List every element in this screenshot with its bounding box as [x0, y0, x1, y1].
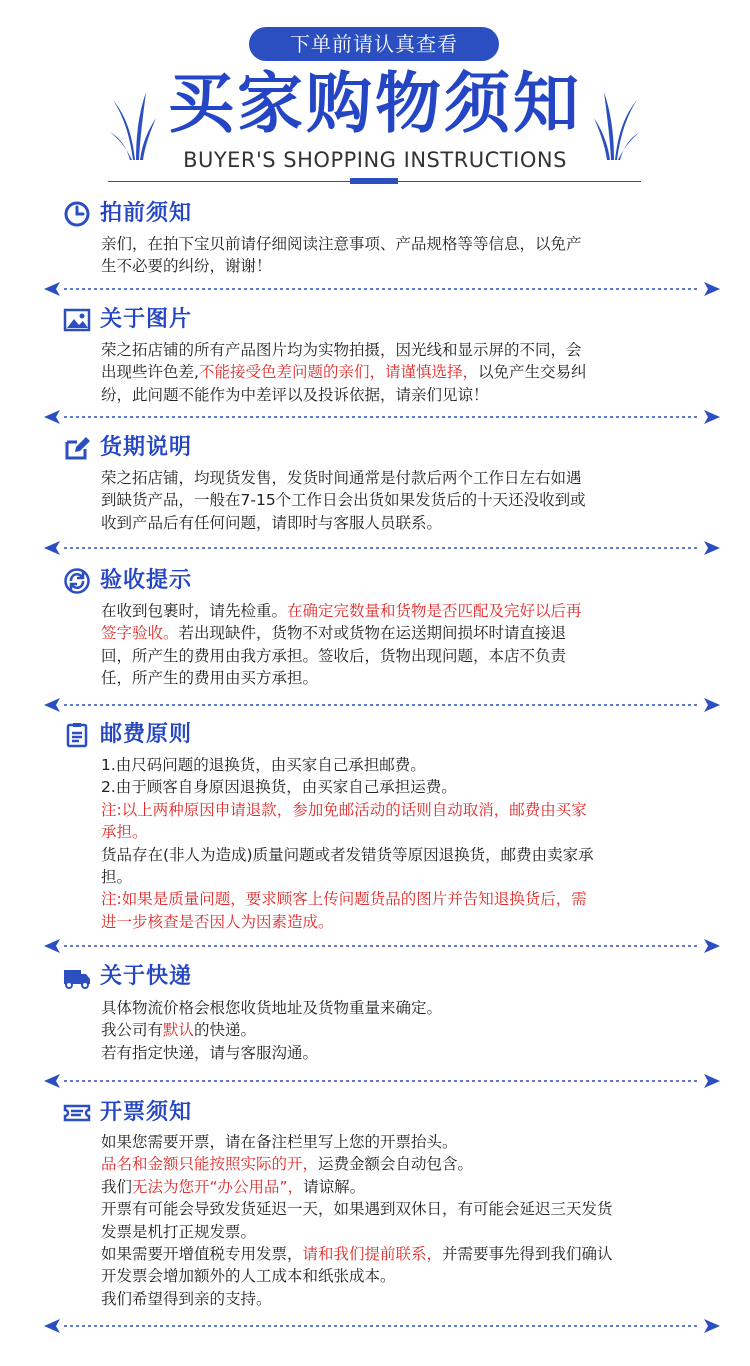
- body-line: [101, 467, 691, 489]
- section-body: [101, 997, 691, 1064]
- body-text: 并需要事先得到我们确认: [442, 1245, 613, 1264]
- body-text: 到缺货产品，一般在7-15个工作日会出货如果发货后的十天还没收到或: [101, 491, 586, 510]
- notice-pill: 下单前请认真查看: [249, 27, 499, 61]
- body-text: 请谅解。: [303, 1177, 366, 1196]
- body-line: [101, 799, 691, 821]
- warning-text: 默认: [163, 1021, 195, 1040]
- body-text: 荣之拓店铺的所有产品图片均为实物拍摄，因光线和显示屏的不同，会: [101, 341, 582, 359]
- page-subtitle: BUYER'S SHOPPING INSTRUCTIONS: [183, 148, 567, 172]
- section-body: [101, 233, 691, 278]
- section-title: 关于快递: [100, 964, 193, 989]
- body-line: [101, 911, 691, 933]
- body-line: [101, 489, 691, 511]
- body-line: [101, 1176, 691, 1198]
- warning-text: 签字验收。: [101, 624, 179, 643]
- header-divider-accent: [350, 178, 398, 184]
- warning-text: 请和我们提前联系，: [302, 1245, 443, 1264]
- body-line: [101, 384, 691, 406]
- body-text: 收到产品后有任何问题，请即时与客服人员联系。: [101, 513, 443, 532]
- section-title: 验收提示: [100, 568, 193, 593]
- edit-icon: [63, 434, 91, 462]
- body-line: [101, 600, 691, 622]
- body-text: 生不必要的纠纷，谢谢！: [101, 257, 272, 276]
- body-text: 发票是机打正规发票。: [101, 1222, 257, 1241]
- body-text: 若有指定快递，请与客服沟通。: [101, 1043, 319, 1062]
- body-text: 我们希望得到亲的支持。: [101, 1289, 272, 1308]
- section-divider: [44, 697, 720, 711]
- body-line: [101, 255, 691, 277]
- body-text: 在收到包裹时，请先检重。: [101, 602, 288, 620]
- body-line: [101, 512, 691, 534]
- body-text: 货品存在(非人为造成)质量问题或者发错货等原因退换货，邮费由卖家承: [101, 845, 594, 864]
- body-line: [101, 622, 691, 644]
- section-title: 关于图片: [100, 307, 193, 332]
- body-line: [101, 1019, 691, 1041]
- warning-text: 注:以上两种原因申请退款，参加免邮活动的话则自动取消，邮费由买家: [101, 800, 587, 819]
- body-line: [101, 754, 691, 776]
- body-text: 如果需要开增值税专用发票，: [101, 1245, 303, 1264]
- body-text: 纷，此问题不能作为中差评以及投诉依据，请亲们见谅！: [101, 385, 489, 404]
- body-text: 运费金额会自动包含。: [318, 1155, 474, 1174]
- section-divider: [44, 540, 720, 554]
- section-divider: [44, 938, 720, 952]
- body-text: 回，所产生的费用由我方承担。签收后，货物出现问题，本店不负责: [101, 646, 567, 665]
- body-line: [101, 1131, 691, 1153]
- section-divider: [44, 281, 720, 295]
- body-text: 任，所产生的费用由买方承担。: [101, 669, 319, 688]
- body-line: [101, 821, 691, 843]
- body-text: 担。: [101, 868, 133, 887]
- refresh-icon: [63, 567, 91, 595]
- body-text: 2.由于顾客自身原因退换货，由买家自己承担运费。: [101, 778, 457, 797]
- body-text: 的快递。: [194, 1021, 257, 1040]
- body-text: 荣之拓店铺，均现货发售，发货时间通常是付款后两个工作日左右如遇: [101, 469, 582, 487]
- body-text: 若出现缺件，货物不对或货物在运送期间损坏时请直接退: [178, 624, 567, 643]
- body-text: 如果您需要开票，请在备注栏里写上您的开票抬头。: [101, 1133, 458, 1151]
- body-text: 以免产生交易纠: [477, 363, 587, 382]
- body-line: [101, 233, 691, 255]
- section-body: [101, 600, 691, 690]
- body-line: [101, 776, 691, 798]
- body-line: [101, 645, 691, 667]
- body-line: [101, 1042, 691, 1064]
- body-line: [101, 1288, 691, 1310]
- body-text: 开票有可能会导致发货延迟一天，如果遇到双休日，有可能会延迟三天发货: [101, 1200, 613, 1219]
- warning-text: 不能接受色差问题的亲们，请谨慎选择，: [198, 363, 478, 382]
- document-icon: [63, 721, 91, 749]
- body-line: [101, 667, 691, 689]
- body-text: 开发票会增加额外的人工成本和纸张成本。: [101, 1267, 396, 1286]
- section-body: [101, 754, 691, 933]
- body-text: 我们: [101, 1177, 133, 1196]
- warning-text: 承担。: [101, 823, 148, 842]
- body-line: [101, 1221, 691, 1243]
- body-line: [101, 997, 691, 1019]
- page-title: 买家购物须知: [168, 65, 582, 142]
- body-line: [101, 844, 691, 866]
- body-line: [101, 1265, 691, 1287]
- section-title: 开票须知: [100, 1100, 193, 1125]
- section-body: [101, 467, 691, 534]
- ticket-icon: [63, 1099, 91, 1127]
- body-text: 具体物流价格会根您收货地址及货物重量来确定。: [101, 999, 443, 1017]
- body-line: [101, 888, 691, 910]
- body-line: [101, 339, 691, 361]
- image-icon: [63, 306, 91, 334]
- section-body: [101, 1131, 691, 1310]
- warning-text: 在确定完数量和货物是否匹配及完好以后再: [287, 602, 582, 620]
- clock-icon: [63, 200, 91, 228]
- section-divider: [44, 1073, 720, 1087]
- body-text: 亲们，在拍下宝贝前请仔细阅读注意事项、产品规格等等信息，以免产: [101, 235, 582, 253]
- section-divider: [44, 1318, 720, 1332]
- body-line: [101, 361, 691, 383]
- section-title: 拍前须知: [100, 201, 193, 226]
- body-line: [101, 1243, 691, 1265]
- warning-text: 注:如果是质量问题，要求顾客上传问题货品的图片并告知退换货后，需: [101, 890, 587, 909]
- warning-text: 品名和金额只能按照实际的开，: [101, 1155, 319, 1174]
- section-body: [101, 339, 691, 406]
- warning-text: 进一步核查是否因人为因素造成。: [101, 912, 334, 931]
- truck-icon: [63, 963, 91, 991]
- body-text: 出现些许色差,: [101, 363, 199, 382]
- body-line: [101, 866, 691, 888]
- body-line: [101, 1198, 691, 1220]
- warning-text: 无法为您开“办公用品”，: [132, 1177, 304, 1196]
- body-text: 1.由尺码问题的退换货，由买家自己承担邮费。: [101, 756, 426, 774]
- body-line: [101, 1153, 691, 1175]
- section-divider: [44, 409, 720, 423]
- section-title: 货期说明: [100, 435, 193, 460]
- body-text: 我公司有: [101, 1021, 164, 1040]
- section-title: 邮费原则: [100, 722, 193, 747]
